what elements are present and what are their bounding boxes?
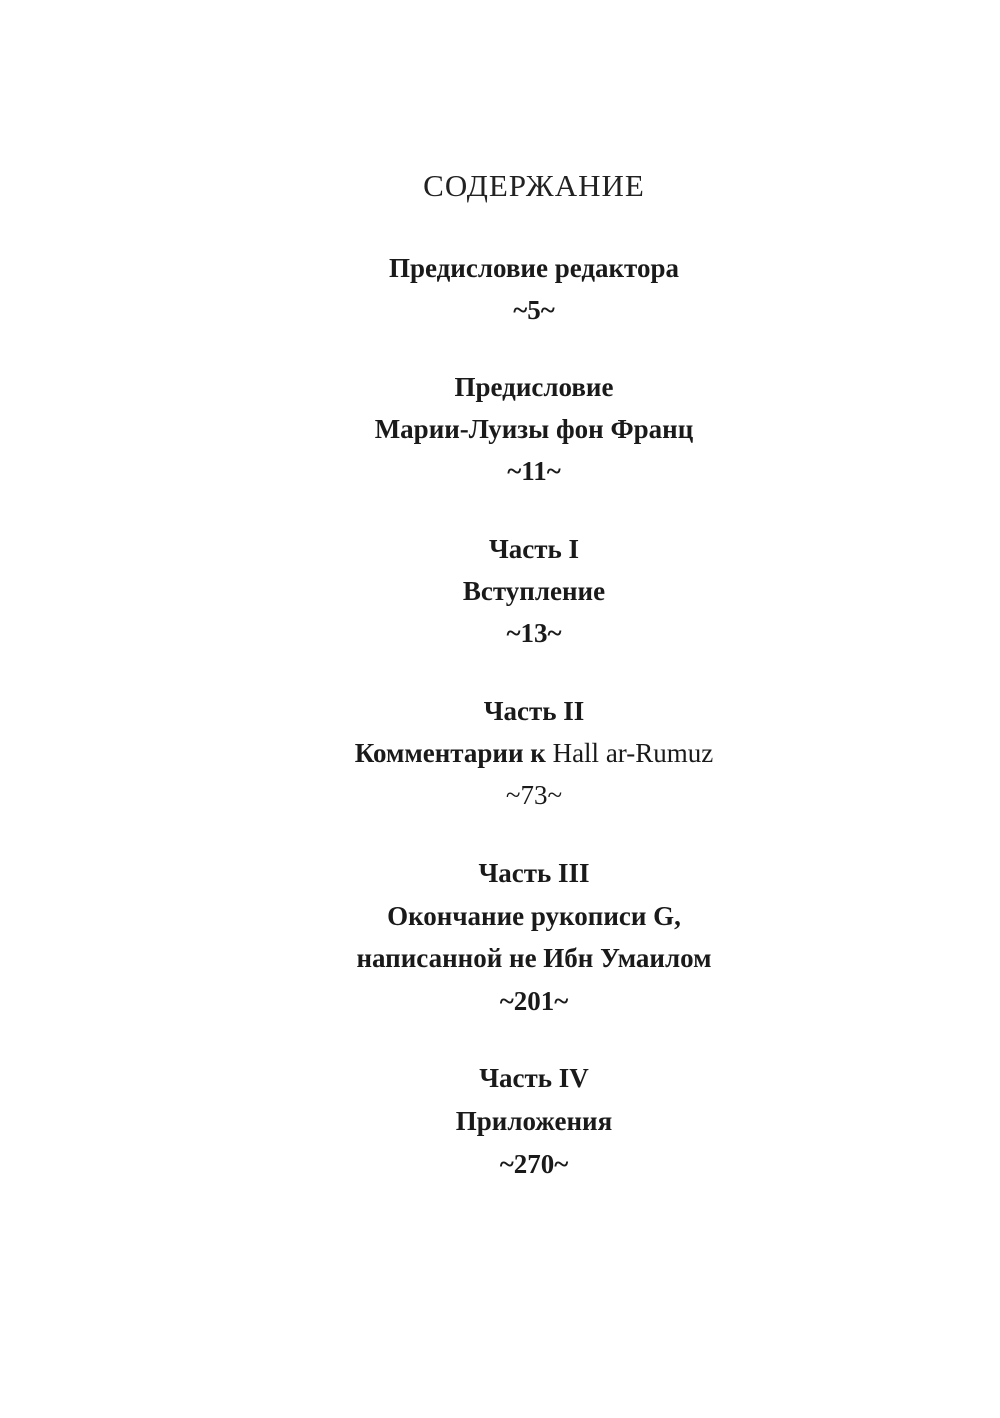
toc-entry-4-line-2 [0, 740, 1000, 767]
toc-entry-5-line-3: написанной не Ибн Умаилом [356, 943, 712, 973]
toc-entry-3-page: ~13~ [506, 618, 562, 648]
toc-entry-1-line-1: Предисловие редактора [389, 253, 679, 283]
toc-entry-4-heading-bold: Комментарии к [354, 738, 546, 768]
toc-entry-5-page: ~201~ [499, 986, 569, 1016]
toc-entry-5-line-2: Окончание рукописи G, [387, 901, 681, 931]
toc-entry-1-page: ~5~ [513, 295, 555, 325]
toc-entry-6-page: ~270~ [499, 1149, 569, 1179]
toc-entry-6-line-1: Часть IV [479, 1063, 589, 1093]
toc-entry-3-line-1: Часть I [488, 534, 580, 564]
toc-entry-6-line-2: Приложения [455, 1106, 613, 1136]
toc-entry-3-line-2: Вступление [462, 576, 606, 606]
toc-entry-4-line-1: Часть II [483, 696, 585, 726]
toc-entry-4-page: ~73~ [505, 780, 563, 810]
toc-entry-2-page: ~11~ [507, 456, 561, 486]
page-title: СОДЕРЖАНИЕ [423, 168, 645, 203]
toc-entry-4-heading-plain: Hall ar-Rumuz [552, 738, 714, 768]
toc-entry-5-line-1: Часть III [478, 858, 590, 888]
toc-entry-2-line-2: Марии-Луизы фон Франц [374, 414, 694, 444]
toc-entry-2-line-1: Предисловие [454, 372, 614, 402]
